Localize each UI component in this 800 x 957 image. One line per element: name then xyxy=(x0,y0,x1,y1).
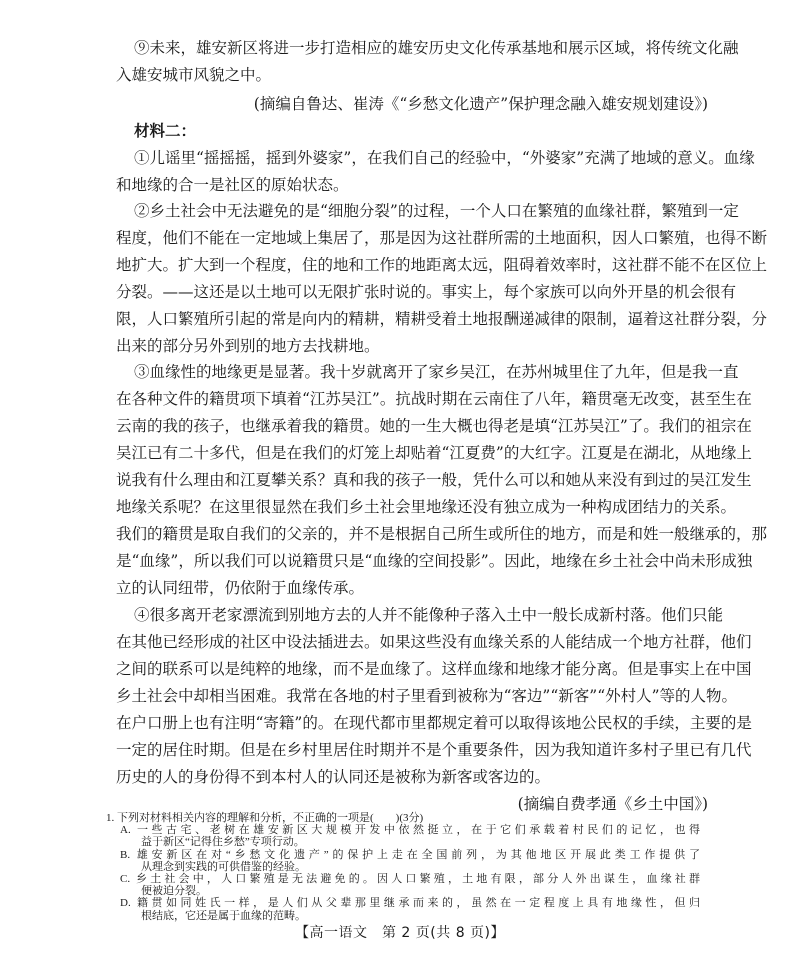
option-b-line-2: 从理念到实践的可供借鉴的经验。 xyxy=(141,860,306,873)
paragraph-4-line-5: 在户口册上也有注明“寄籍”的。在现代都市里都规定着可以取得该地公民权的手续，主要的是 xyxy=(116,714,752,732)
paragraph-9-line-1: ⑨未来，雄安新区将进一步打造相应的雄安历史文化传承基地和展示区域，将传统文化融 xyxy=(134,39,739,57)
paragraph-9-line-2: 入雄安城市风貌之中。 xyxy=(116,66,272,84)
material-1-source: (摘编自鲁达、崔涛《“乡愁文化遗产”保护理念融入雄安规划建设》) xyxy=(253,95,708,113)
paragraph-4-line-2: 在其他已经形成的社区中设法插进去。如果这些没有血缘关系的人能结成一个地方社群，他们 xyxy=(116,633,752,651)
option-a-line-2: 益于新区“记得住乡愁”专项行动。 xyxy=(141,836,305,849)
paragraph-4-line-1: ④很多离开老家漂流到别地方去的人并不能像种子落入土中一般长成新村落。他们只能 xyxy=(134,606,724,624)
option-d-line-1: D. 籍贯如同姓氏一样，是人们从父辈那里继承而来的，虽然在一定程度上具有地缘性，但归 xyxy=(120,897,700,910)
paragraph-4-line-6: 一定的居住时期。但是在乡村里居住时期并不是个重要条件，因为我知道许多村子里已有几代 xyxy=(116,741,752,759)
material-2-heading: 材料二： xyxy=(134,121,197,140)
paragraph-3-line-5: 说我有什么理由和江夏攀关系？真和我的孩子一般，凭什么可以和她从来没有到过的吴江发生 xyxy=(116,471,752,489)
paragraph-4-line-3: 之间的联系可以是纯粹的地缘，而不是血缘了。这样血缘和地缘才能分离。但是事实上在中国 xyxy=(116,660,752,678)
page-footer: 【高一语文 第 2 页(共 8 页)】 xyxy=(294,925,506,941)
paragraph-4-line-4: 乡土社会中却相当困难。我常在各地的村子里看到被称为“客边”“新客”“外村人”等的人物。 xyxy=(116,687,738,705)
paragraph-3-line-1: ③血缘性的地缘更是显著。我十岁就离开了家乡吴江，在苏州城里住了九年，但是我一直 xyxy=(134,363,739,381)
question-1-stem: 1. 下列对材料相关内容的理解和分析，不正确的一项是( )(3分) xyxy=(106,812,424,824)
paragraph-2-line-1: ②乡土社会中无法避免的是“细胞分裂”的过程，一个人口在繁殖的血缘社群，繁殖到一定 xyxy=(134,202,739,220)
paragraph-2-line-3: 地扩大。扩大到一个程度，住的地和工作的地距离太远，阻碍着效率时，这社群不能不在区位上 xyxy=(116,256,768,274)
paragraph-2-line-2: 程度，他们不能在一定地域上集居了，那是因为这社群所需的土地面积，因人口繁殖，也得不断 xyxy=(116,229,768,247)
paragraph-3-line-8: 是“血缘”，所以我们可以说籍贯只是“血缘的空间投影”。因此，地缘在乡土社会中尚未形成独 xyxy=(116,552,753,570)
paragraph-3-line-2: 在各种文件的籍贯项下填着“江苏吴江”。抗战时期在云南住了八年，籍贯毫无改变，甚至生在 xyxy=(116,390,752,408)
paragraph-3-line-3: 云南的我的孩子，也继承着我的籍贯。她的一生大概也得老是填“江苏吴江”了。我们的祖宗在 xyxy=(116,417,752,435)
paragraph-4-line-7: 历史的人的身份得不到本村人的认同还是被称为新客或客边的。 xyxy=(116,768,551,786)
paragraph-3-line-6: 地缘关系呢？在这里很显然在我们乡土社会里地缘还没有独立成为一种构成团结力的关系。 xyxy=(116,498,737,516)
paragraph-3-line-4: 吴江已有二十多代，但是在我们的灯笼上却贴着“江夏费”的大红字。江夏是在湖北，从地缘上 xyxy=(116,444,752,462)
paragraph-2-line-6: 出来的部分另外到别的地方去找耕地。 xyxy=(116,337,380,355)
option-b-line-1: B. 雄安新区在对“乡愁文化遗产”的保护上走在全国前列，为其他地区开展此类工作提供了 xyxy=(120,848,700,861)
paragraph-3-line-7: 我们的籍贯是取自我们的父亲的，并不是根据自己所生或所住的地方，而是和姓一般继承的，那 xyxy=(116,525,768,543)
paragraph-2-line-4: 分裂。——这还是以土地可以无限扩张时说的。事实上，每个家族可以向外开垦的机会很有 xyxy=(116,283,737,301)
option-d-line-2: 根结底，它还是属于血缘的范畴。 xyxy=(141,909,306,922)
paragraph-1-line-2: 和地缘的合一是社区的原始状态。 xyxy=(116,176,349,194)
paragraph-3-line-9: 立的认同纽带，仍依附于血缘传承。 xyxy=(116,579,365,597)
paragraph-2-line-5: 限，人口繁殖所引起的常是向内的精耕，精耕受着土地报酬递减律的限制，逼着这社群分裂，分 xyxy=(116,310,768,328)
material-2-source: (摘编自费孝通《乡土中国》) xyxy=(517,795,708,813)
paragraph-1-line-1: ①儿谣里“摇摇摇，摇到外婆家”，在我们自己的经验中，“外婆家”充满了地域的意义。血缘 xyxy=(134,149,755,167)
option-c-line-1: C. 乡土社会中，人口繁殖是无法避免的。因人口繁殖，土地有限，部分人外出谋生，血缘社群 xyxy=(120,873,700,885)
option-a-line-1: A. 一些古宅、老树在雄安新区大规模开发中依然挺立，在于它们承载着村民们的记忆，也得 xyxy=(120,824,700,837)
option-c-line-2: 便被迫分裂。 xyxy=(141,885,207,898)
